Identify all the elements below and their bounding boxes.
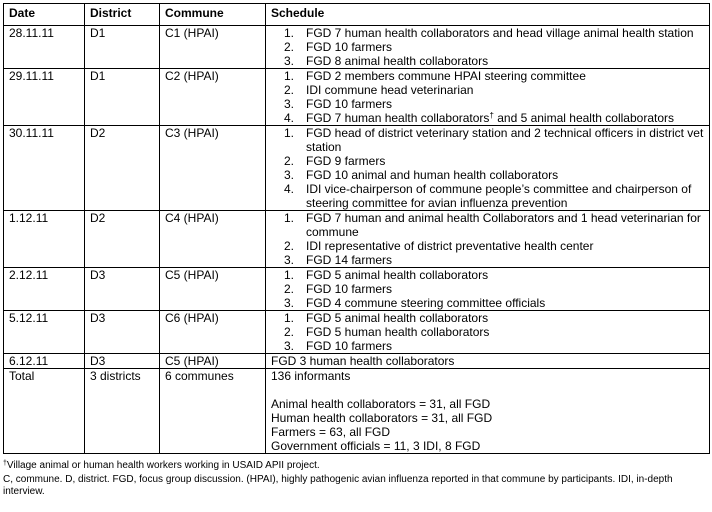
commune-cell: C6 (HPAI) — [160, 311, 266, 354]
item-text: FGD 5 human health collaborators — [306, 325, 490, 339]
schedule-item — [271, 339, 704, 353]
item-text-wrap — [306, 154, 704, 168]
header-commune: Commune — [160, 4, 266, 26]
item-number: 3. — [284, 339, 295, 353]
total-row — [4, 369, 710, 454]
item-text-wrap — [306, 296, 704, 310]
item-number: 3. — [284, 54, 295, 68]
item-text: FGD 10 farmers — [306, 40, 393, 54]
item-text-wrap — [306, 253, 704, 267]
schedule-item — [271, 182, 704, 210]
item-number: 1. — [284, 211, 295, 225]
header-schedule: Schedule — [266, 4, 710, 26]
item-number: 1. — [284, 126, 295, 140]
schedule-item — [271, 54, 704, 68]
schedule-table — [3, 3, 710, 454]
item-text: FGD 2 members commune HPAI steering committee — [306, 69, 586, 83]
dagger-mark: † — [3, 460, 7, 467]
total-breakdown-2: Farmers = 63, all FGD — [271, 425, 391, 439]
schedule-item — [271, 211, 704, 239]
date-cell: 2.12.11 — [4, 268, 85, 311]
schedule-cell: FGD 3 human health collaborators — [266, 354, 710, 369]
item-number: 1. — [284, 69, 295, 83]
schedule-cell — [266, 126, 710, 211]
item-number: 3. — [284, 168, 295, 182]
schedule-item — [271, 97, 704, 111]
table-row — [4, 211, 710, 268]
item-text-wrap — [306, 111, 704, 125]
schedule-cell — [266, 69, 710, 126]
schedule-item — [271, 26, 704, 40]
table-row — [4, 126, 710, 211]
total-breakdown-0: Animal health collaborators = 31, all FGD — [271, 397, 491, 411]
schedule-cell — [266, 311, 710, 354]
table-body — [4, 26, 710, 369]
district-cell: D2 — [85, 126, 160, 211]
item-text-wrap — [306, 54, 704, 68]
total-breakdown-1: Human health collaborators = 31, all FGD — [271, 411, 493, 425]
item-text-wrap — [306, 83, 704, 97]
header-row — [4, 4, 710, 26]
date-cell: 28.11.11 — [4, 26, 85, 69]
item-text-wrap — [306, 69, 704, 83]
item-text-wrap — [306, 268, 704, 282]
total-label: Total — [4, 369, 85, 454]
schedule-item — [271, 311, 704, 325]
item-text: FGD head of district veterinary station and 2 technical officers in district vet station — [306, 126, 704, 154]
commune-cell: C3 (HPAI) — [160, 126, 266, 211]
item-text-after: and 5 animal health collaborators — [493, 111, 675, 125]
item-text-wrap — [306, 40, 704, 54]
item-text: FGD 10 animal and human health collaborators — [306, 168, 559, 182]
schedule-list — [271, 126, 704, 210]
schedule-item — [271, 168, 704, 182]
item-number: 1. — [284, 268, 295, 282]
item-number: 4. — [284, 111, 295, 125]
header-date: Date — [4, 4, 85, 26]
item-text: IDI commune head veterinarian — [306, 83, 474, 97]
schedule-item — [271, 239, 704, 253]
date-cell: 1.12.11 — [4, 211, 85, 268]
schedule-item — [271, 296, 704, 310]
district-cell: D3 — [85, 311, 160, 354]
table-footnotes — [3, 460, 709, 500]
schedule-item — [271, 126, 704, 154]
total-districts: 3 districts — [85, 369, 160, 454]
date-cell: 6.12.11 — [4, 354, 85, 369]
item-text-wrap — [306, 239, 704, 253]
commune-cell: C5 (HPAI) — [160, 354, 266, 369]
schedule-list — [271, 211, 704, 267]
dagger-note: Village animal or human health workers working in USAID APII project. — [6, 460, 320, 471]
schedule-cell — [266, 211, 710, 268]
schedule-item — [271, 111, 704, 125]
header-district: District — [85, 4, 160, 26]
district-cell: D3 — [85, 268, 160, 311]
schedule-cell — [266, 268, 710, 311]
item-text-wrap — [306, 126, 704, 154]
item-text: IDI vice-chairperson of commune people’s committee and chairperson of steering committee for avian influenza prevention — [306, 182, 692, 210]
item-text: FGD 5 animal health collaborators — [306, 268, 489, 282]
item-text: FGD 10 farmers — [306, 97, 393, 111]
commune-cell: C4 (HPAI) — [160, 211, 266, 268]
date-cell: 30.11.11 — [4, 126, 85, 211]
total-breakdown-3: Government officials = 11, 3 IDI, 8 FGD — [271, 439, 481, 453]
schedule-item — [271, 268, 704, 282]
table-row — [4, 268, 710, 311]
district-cell: D2 — [85, 211, 160, 268]
schedule-item — [271, 325, 704, 339]
item-text-wrap — [306, 211, 704, 239]
item-number: 2. — [284, 154, 295, 168]
commune-cell: C5 (HPAI) — [160, 268, 266, 311]
item-text-wrap — [306, 325, 704, 339]
item-text-wrap — [306, 311, 704, 325]
item-text-wrap — [306, 26, 704, 40]
item-text: FGD 7 human health collaborators — [306, 111, 490, 125]
schedule-list — [271, 26, 704, 68]
commune-cell: C2 (HPAI) — [160, 69, 266, 126]
item-text: FGD 7 human and animal health Collaborators and 1 head veterinarian for commune — [306, 211, 701, 239]
item-text: FGD 14 farmers — [306, 253, 393, 267]
date-cell: 5.12.11 — [4, 311, 85, 354]
date-cell: 29.11.11 — [4, 69, 85, 126]
table-row — [4, 354, 710, 369]
item-text-wrap — [306, 182, 704, 210]
item-number: 4. — [284, 182, 295, 196]
schedule-list — [271, 69, 704, 125]
schedule-item — [271, 69, 704, 83]
total-informants: 136 informants — [271, 369, 351, 383]
item-text: FGD 8 animal health collaborators — [306, 54, 489, 68]
item-text-wrap — [306, 339, 704, 353]
item-number: 3. — [284, 97, 295, 111]
item-text-wrap — [306, 168, 704, 182]
schedule-item — [271, 253, 704, 267]
district-cell: D1 — [85, 69, 160, 126]
item-number: 1. — [284, 26, 295, 40]
table-row — [4, 26, 710, 69]
schedule-item — [271, 282, 704, 296]
commune-cell: C1 (HPAI) — [160, 26, 266, 69]
item-number: 2. — [284, 40, 295, 54]
schedule-item — [271, 154, 704, 168]
footnote-abbreviations: C, commune. D, district. FGD, focus group discussion. (HPAI), highly pathogenic avian influenza reported in that commune by participants. IDI, in-depth interview. — [3, 474, 673, 497]
district-cell: D3 — [85, 354, 160, 369]
item-text: IDI representative of district preventative health center — [306, 239, 594, 253]
schedule-list — [271, 311, 704, 353]
item-text: FGD 10 farmers — [306, 339, 393, 353]
item-number: 2. — [284, 239, 295, 253]
total-schedule — [266, 369, 710, 454]
item-text: FGD 7 human health collaborators and head village animal health station — [306, 26, 694, 40]
schedule-item — [271, 83, 704, 97]
total-communes: 6 communes — [160, 369, 266, 454]
item-text: FGD 5 animal health collaborators — [306, 311, 489, 325]
district-cell: D1 — [85, 26, 160, 69]
item-text: FGD 4 commune steering committee officials — [306, 296, 546, 310]
schedule-item — [271, 40, 704, 54]
schedule-cell — [266, 26, 710, 69]
item-text: FGD 9 farmers — [306, 154, 386, 168]
item-number: 1. — [284, 311, 295, 325]
table-row — [4, 311, 710, 354]
item-number: 2. — [284, 282, 295, 296]
table-row — [4, 69, 710, 126]
item-text-wrap — [306, 282, 704, 296]
footnote-dagger — [3, 460, 709, 472]
item-text: FGD 10 farmers — [306, 282, 393, 296]
item-number: 2. — [284, 325, 295, 339]
item-number: 2. — [284, 83, 295, 97]
item-number: 3. — [284, 296, 295, 310]
dagger-mark: † — [489, 111, 494, 120]
schedule-list — [271, 268, 704, 310]
item-number: 3. — [284, 253, 295, 267]
item-text-wrap — [306, 97, 704, 111]
